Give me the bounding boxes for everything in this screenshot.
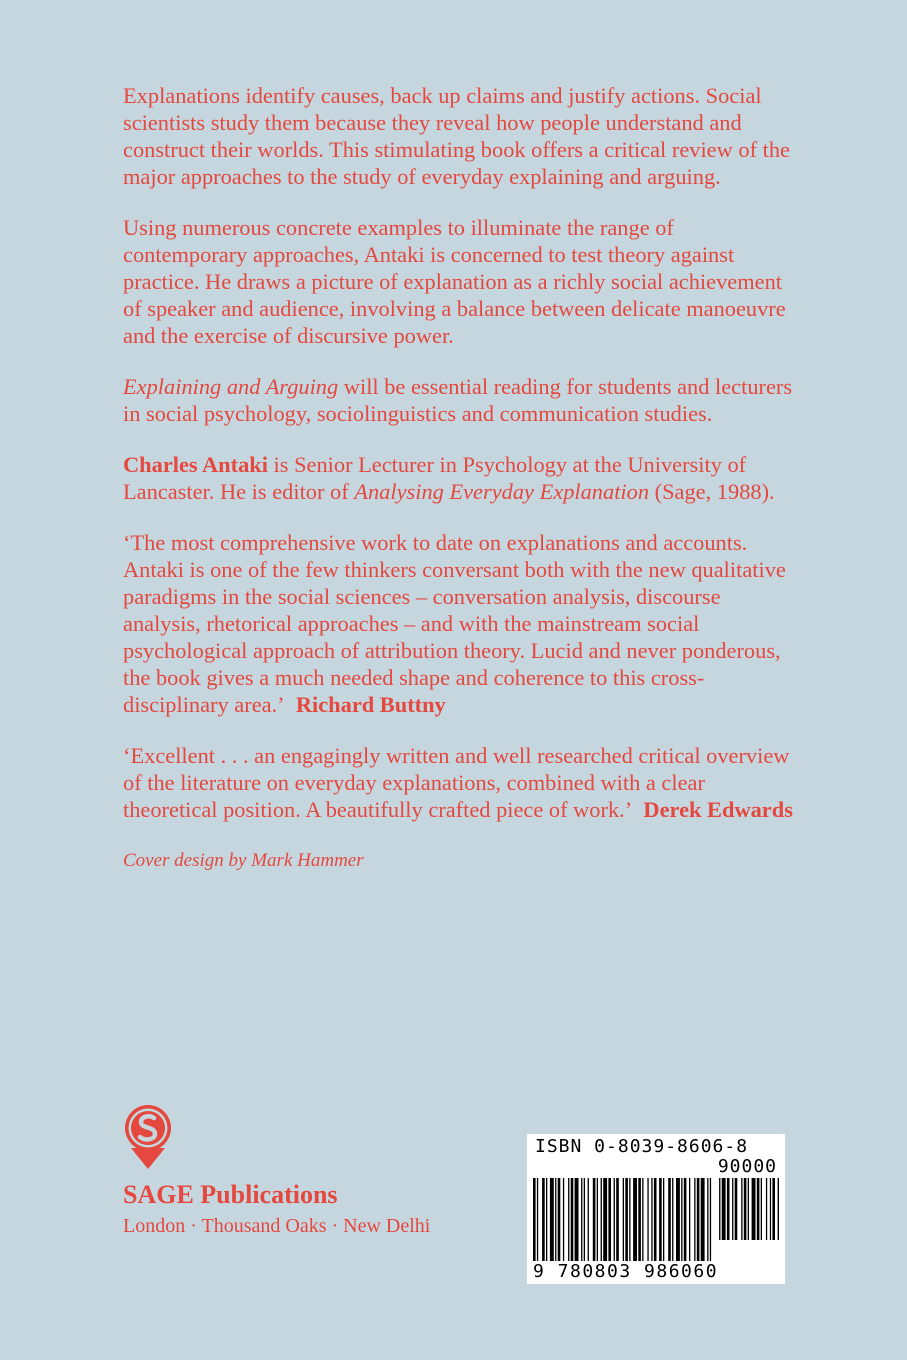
reviewer-name: Richard Buttny (295, 692, 446, 717)
author-bio-text-end: (Sage, 1988). (649, 479, 775, 504)
book-title: Explaining and Arguing (123, 374, 339, 399)
blurb-paragraph-3 (123, 373, 803, 427)
author-bio (123, 451, 803, 505)
author-other-book: Analysing Everyday Explanation (354, 479, 650, 504)
reviewer-name: Derek Edwards (643, 797, 793, 822)
blurb-paragraph-2: Using numerous concrete examples to illuminate the range of contemporary approaches, Antaki is concerned to test theory against practice. He draws a picture of explanation as a richly social achievement of speaker and audience, involving a balance between delicate manoeuvre and the exercise of discursive power. (123, 215, 786, 348)
isbn-label: ISBN 0-8039-8606-8 (535, 1136, 749, 1157)
publisher-cities: London · Thousand Oaks · New Delhi (123, 1215, 431, 1237)
publisher-name: SAGE Publications (123, 1180, 338, 1209)
author-name: Charles Antaki (123, 452, 268, 477)
cover-design-credit: Cover design by Mark Hammer (123, 850, 364, 871)
review-quote: ‘Excellent . . . an engagingly written and well researched critical overview of the literature on everyday explanations, combined with a clear theoretical position. A beautifully crafted piece of work.’ (123, 743, 790, 822)
review-1 (123, 529, 803, 718)
ean-number: 9 780803 986060 (533, 1261, 719, 1282)
isbn-barcode (527, 1134, 785, 1284)
review-2 (123, 742, 803, 823)
barcode-bars (533, 1178, 779, 1262)
back-cover-text (123, 82, 803, 898)
price-addon-label: 90000 (717, 1156, 777, 1177)
blurb-paragraph-3-text: will be essential reading for students and lecturers in social psychology, sociolinguistics and communication studies. (123, 374, 793, 426)
author-bio-text: is Senior Lecturer in Psychology at the University of Lancaster. He is editor of (123, 452, 747, 504)
blurb-paragraph-1: Explanations identify causes, back up claims and justify actions. Social scientists study them because they reveal how people understand and construct their worlds. This stimulating book offers a critical review of the major approaches to the study of everyday explaining and arguing. (123, 83, 790, 189)
sage-logo-icon (123, 1103, 173, 1171)
review-quote: ‘The most comprehensive work to date on explanations and accounts. Antaki is one of the few thinkers conversant both with the new qualitative paradigms in the social sciences – conversation analysis, discourse analysis, rhetorical approaches – and with the mainstream social psychological approach of attribution theory. Lucid and never ponderous, the book gives a much needed shape and coherence to this cross-disciplinary area.’ (123, 530, 786, 717)
